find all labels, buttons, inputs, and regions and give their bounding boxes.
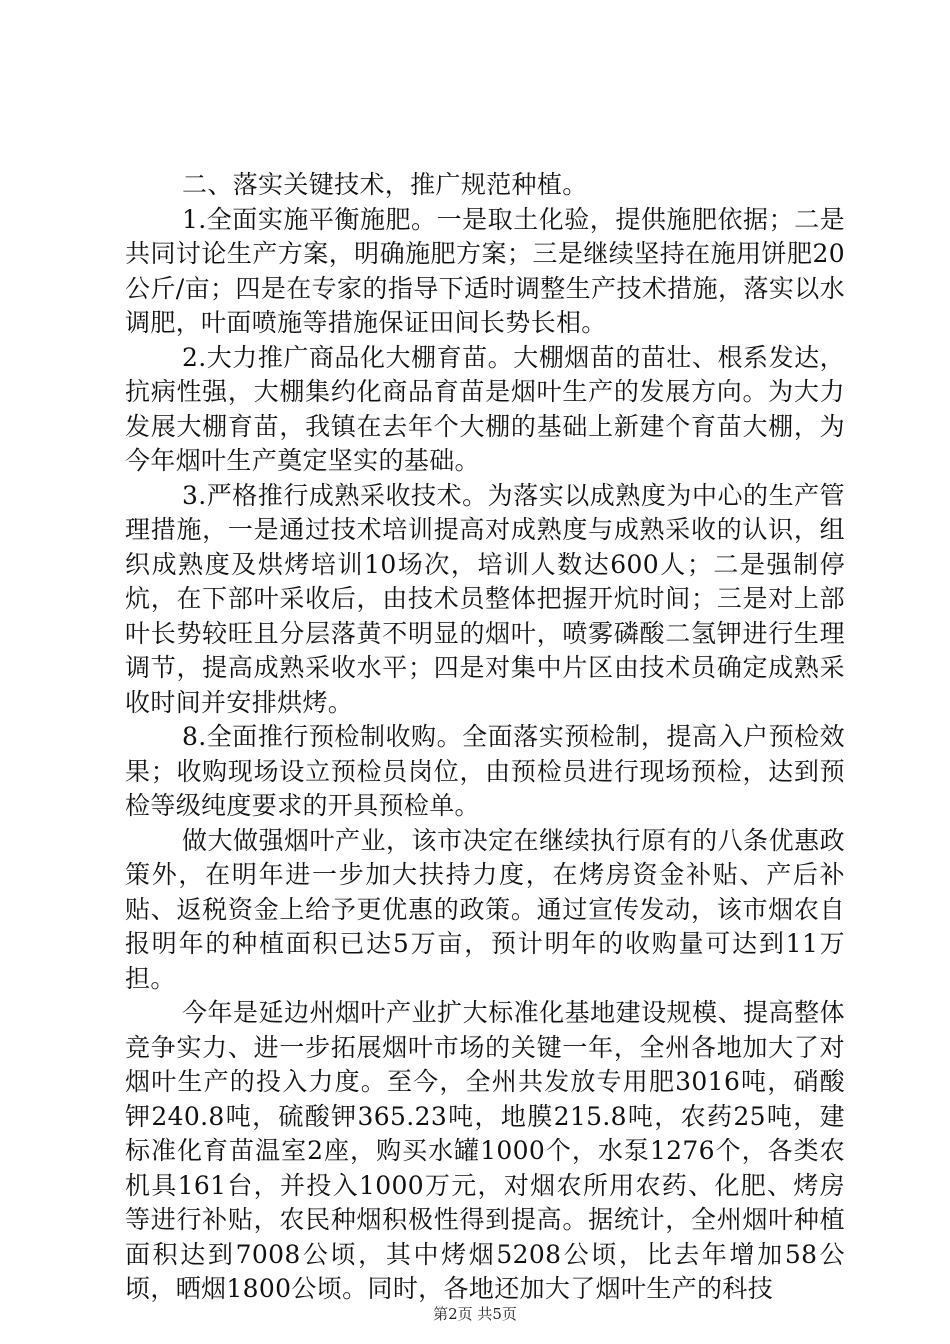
paragraph-mature-harvest: 3.严格推行成熟采收技术。为落实以成熟度为中心的生产管理措施，一是通过技术培训提高对成熟度与成熟采收的认识，组织成熟度及烘烤培训10场次，培训人数达600人；二是强制停炕，在下部叶采收后，由技术员整体把握开炕时间；三是对上部叶长势较旺且分层落黄不明显的烟叶，喷雾磷酸二氢钾进行生理调节，提高成熟采收水平；四是对集中片区由技术员确定成熟采收时间并安排烘烤。 <box>125 480 845 717</box>
document-body <box>125 168 845 1307</box>
paragraph-pre-inspection: 8.全面推行预检制收购。全面落实预检制，提高入户预检效果；收购现场设立预检员岗位，由预检员进行现场预检，达到预检等级纯度要求的开具预检单。 <box>125 722 845 820</box>
paragraph-yanbian-investment: 今年是延边州烟叶产业扩大标准化基地建设规模、提高整体竞争实力、进一步拓展烟叶市场的关键一年，全州各地加大了对烟叶生产的投入力度。至今，全州共发放专用肥3016吨，硝酸钾240.8吨，硫酸钾365.23吨，地膜215.8吨，农药25吨，建标准化育苗温室2座，购买水罐1000个，水泵1276个，各类农机具161台，并投入1000万元，对烟农所用农药、化肥、烤房等进行补贴，农民种烟积极性得到提高。据统计，全州烟叶种植面积达到7008公顷，其中烤烟5208公顷，比去年增加58公顷，晒烟1800公顷。同时，各地还加大了烟叶生产的科技 <box>125 998 845 1303</box>
paragraph-greenhouse-seedlings: 2.大力推广商品化大棚育苗。大棚烟苗的苗壮、根系发达，抗病性强，大棚集约化商品育苗是烟叶生产的发展方向。为大力发展大棚育苗，我镇在去年个大棚的基础上新建个育苗大棚，为今年烟叶生产奠定坚实的基础。 <box>125 342 845 475</box>
paragraph-balanced-fertilization: 1.全面实施平衡施肥。一是取土化验，提供施肥依据；二是共同讨论生产方案，明确施肥方案；三是继续坚持在施用饼肥20公斤/亩；四是在专家的指导下适时调整生产技术措施，落实以水调肥，叶面喷施等措施保证田间长势长相。 <box>125 204 845 337</box>
paragraph-tobacco-industry-policy: 做大做强烟叶产业，该市决定在继续执行原有的八条优惠政策外，在明年进一步加大扶持力度，在烤房资金补贴、产后补贴、返税资金上给予更优惠的政策。通过宣传发动，该市烟农自报明年的种植面积已达5万亩，预计明年的收购量可达到11万担。 <box>125 825 845 993</box>
page-number-footer: 第2页 共5页 <box>433 1305 517 1323</box>
section-heading: 二、落实关键技术，推广规范种植。 <box>182 170 588 199</box>
